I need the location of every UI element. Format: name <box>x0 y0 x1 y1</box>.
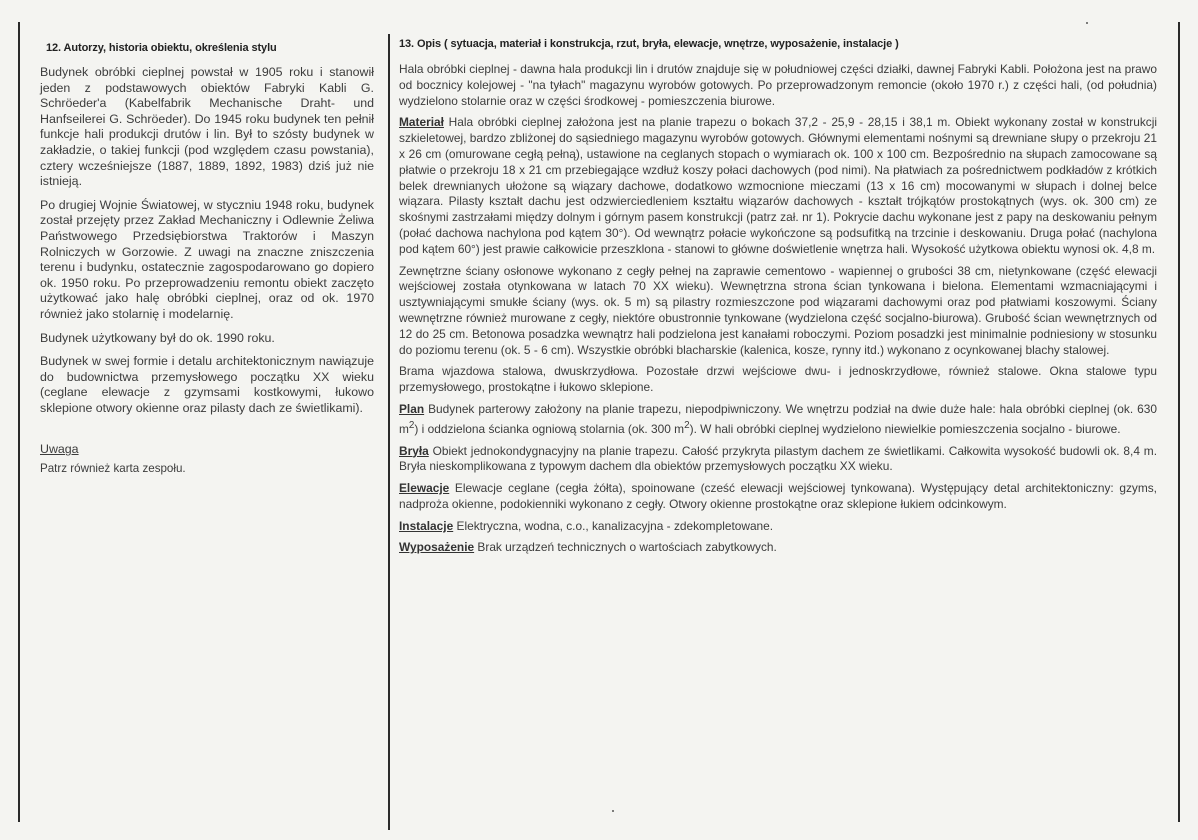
elewacje-text: Elewacje ceglane (cegła żółta), spoinowane (cześć elewacji wejściowej tynkowana). Występujący detal architektoniczny: gzyms, nadproża okienne, podokienniki wykonano z cegły. Otwory okienne prostokątne oraz sklepione łukiem odcinkowym. <box>399 481 1157 511</box>
uwaga-title: Uwaga <box>40 442 79 457</box>
walls-paragraph: Zewnętrzne ściany osłonowe wykonano z cegły pełnej na zaprawie cementowo - wapiennej o grubości 38 cm, nietynkowane (część elewacji wejściowej została otynkowana w latach 70 XX wieku). Wewnętrzna strona ścian tynkowana i bielona. Elementami wzmacniającymi i usztywniającymi smukłe ściany (wys. ok. 5 m) są pilastry rozmieszczone pod wiązarami dachowymi oraz pod płatwiami koszowymi. Ściany wewnętrzne również murowane z cegły, niektóre obustronnie tynkowane (wydzielona część socjalno-biurowa). Grubość ścian wewnętrznych od 12 do 25 cm. Betonowa posadzka wewnątrz hali podzielona jest kanałami roboczymi. Poziom posadzki jest minimalnie podniesiony w stosunku do poziomu terenu (ok. 5 - 6 cm). Wszystkie obróbki blacharskie (kalenica, kosze, rynny itd.) wykonano z ocynkowanej blachy stalowej. <box>399 263 1157 357</box>
column-divider <box>388 34 390 830</box>
section-13 <box>399 38 1157 562</box>
instalacje-text: Elektryczna, wodna, c.o., kanalizacyjna - zdekompletowane. <box>453 518 774 533</box>
wyposazenie-label: Wyposażenie <box>399 540 475 555</box>
instalacje-paragraph <box>399 519 1157 535</box>
elewacje-paragraph <box>399 481 1157 513</box>
wyposazenie-paragraph <box>399 540 1157 556</box>
section-13-heading: 13. Opis ( sytuacja, materiał i konstrukcja, rzut, bryła, elewacje, wnętrze, wyposażenie, instalacje ) <box>399 38 899 50</box>
material-paragraph <box>399 115 1157 257</box>
instalacje-label: Instalacje <box>399 518 454 533</box>
material-label: Materiał <box>399 115 444 130</box>
bryla-text: Obiekt jednokondygnacyjny na planie trapezu. Całość przykryta pilastym dachem ze świetlikami. Całkowita wysokość budowli ok. 8,4 m. Bryła nieskomplikowana z typowym dachem dla obiektów przemysłowych początku XX wieku. <box>399 443 1157 474</box>
plan-text-3: ). W hali obróbki cieplnej wydzielono niewielkie pomieszczenia socjalno - biurowe. <box>689 421 1121 436</box>
elewacje-label: Elewacje <box>399 481 450 496</box>
wyposazenie-text: Brak urządzeń technicznych o wartościach zabytkowych. <box>474 540 777 555</box>
plan-paragraph <box>399 402 1157 438</box>
plan-text-1: Budynek parterowy założony na planie trapezu, niepodpiwniczony. We wnętrzu podział na dwie duże hale: hala obróbki cieplnej (ok. 630 m <box>399 401 1157 436</box>
plan-sup-2: 2 <box>684 419 690 431</box>
bryla-label: Bryła <box>399 443 429 458</box>
history-paragraph-1: Budynek obróbki cieplnej powstał w 1905 roku i stanowił jeden z podstawowych obiektów Fabryki Kabli G. Schröeder'a (Kabelfabrik Mechanische Draht- und Hanfseilerei G. Schröeder). Do 1945 roku budynek ten pełnił funkcje hali produkcji drutów i lin. Był to szósty budynek w zakładzie, o takiej funkcji (pod względem czasu powstania), cztery wcześniejsze (1887, 1889, 1892, 1983) dziś już nie istnieją. <box>40 65 374 189</box>
section-12-heading: 12. Autorzy, historia obiektu, określenia stylu <box>46 42 277 54</box>
history-paragraph-4: Budynek w swej formie i detalu architektonicznym nawiązuje do budownictwa przemysłowego początku XX wieku (ceglane elewacje z gzymsami kostkowymi, łukowo sklepione otwory okienne oraz pilasty dach ze świetlikami). <box>40 354 374 415</box>
history-paragraph-2: Po drugiej Wojnie Światowej, w styczniu 1948 roku, budynek został przejęty przez Zakład Mechaniczny i Odlewnie Żeliwa Państwowego Przedsiębiorstwa Traktorów i Maszyn Rolniczych w Gorzowie. Z uwagi na znaczne zniszczenia terenu i budynku, ostatecznie zagospodarowano go dopiero ok. 1950 roku. Po przeprowadzeniu remontu obiekt zaczęto użytkować jako halę obróbki cieplnej, oraz od ok. 1970 również jako stolarnię i modelarnię. <box>40 197 374 321</box>
plan-label: Plan <box>399 401 425 416</box>
doors-paragraph: Brama wjazdowa stalowa, dwuskrzydłowa. Pozostałe drzwi wejściowe dwu- i jednoskrzydłowe, również stalowe. Okna stalowe typu przemysłowego, prostokątne i łukowo sklepione. <box>399 364 1157 395</box>
section-12 <box>40 42 374 475</box>
scan-speck <box>612 810 614 812</box>
material-text: Hala obróbki cieplnej założona jest na planie trapezu o bokach 37,2 - 25,9 - 28,15 i 38,1 m. Obiekt wykonany został w konstrukcji szkieletowej, bardzo zbliżonej do sąsiedniego magazynu wyrobów gotowych. Głównymi elementami nośnymi są drewniane słupy o przekroju 21 x 26 cm (omurowane cegłą pełną), ustawione na ceglanych stopach o wymiarach ok. 100 x 100 cm. Bezpośrednio na słupach zamocowane są płatwie o przekroju 18 x 21 cm przebiegające wzdłuż koszy połaci dachowych (pod nimi). Na płatwiach za pośrednictwem podkładów z krótkich belek drewnianych ułożone są wiązary dachowe, dodatkowo wzmocnione mieczami (13 x 16 cm) mocowanymi w słupach i dolnej belce wiązara. Pilasty kształt dachu jest odzwierciedleniem kształtu wiązarów dachowych - kształt trójkątów prostokątnych (wys. ok. 300 cm) ze skośnymi zastrzałami między dolnym i górnym pasem konstrukcji (patrz zał. nr 1). Pokrycie dachu wykonane jest z papy na deskowaniu pełnym (połać dachowa nachylona pod kątem 30°). Od wewnątrz połacie wykończone są podsufitką na trzcinie i deskowaniu. Druga połać (nachylona pod kątem 60°) jest prawie całkowicie przeszklona - stanowi to główne doświetlenie wnętrza hali. Wysokość użytkowa obiektu wynosi ok. 4,8 m. <box>399 115 1157 256</box>
intro-paragraph: Hala obróbki cieplnej - dawna hala produkcji lin i drutów znajduje się w południowej części działki, dawnej Fabryki Kabli. Położona jest na prawo od bocznicy kolejowej - "na tyłach" magazynu wyrobów gotowych. Po przeprowadzonym remoncie (około 1970 r.) z części hali, (od południa) wydzielono stolarnie oraz w części środkowej - pomieszczenia biurowe. <box>399 62 1157 108</box>
plan-text-2: ) i oddzielona ścianka ogniową stolarnia (ok. 300 m <box>414 421 685 436</box>
plan-sup-1: 2 <box>408 419 415 431</box>
bryla-paragraph <box>399 444 1157 476</box>
history-paragraph-3: Budynek użytkowany był do ok. 1990 roku. <box>40 330 275 345</box>
scan-speck <box>1086 22 1088 24</box>
uwaga-text: Patrz również karta zespołu. <box>40 462 186 476</box>
